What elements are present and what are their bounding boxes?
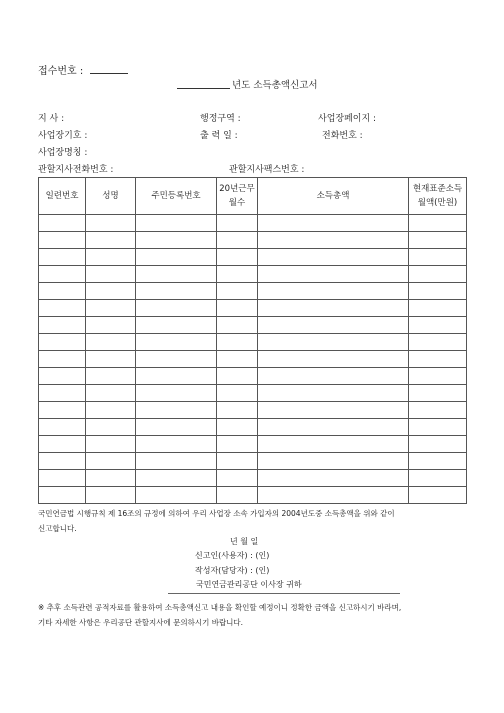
table-header-row	[39, 178, 467, 215]
table-row	[39, 300, 467, 317]
table-cell[interactable]	[136, 385, 217, 402]
table-row	[39, 266, 467, 283]
table-cell[interactable]	[39, 368, 86, 385]
declaration-line-2: 신고합니다.	[38, 524, 77, 533]
table-cell[interactable]	[136, 249, 217, 266]
header-name: 성명	[86, 178, 136, 215]
table-cell[interactable]	[217, 436, 258, 453]
table-cell[interactable]	[136, 215, 217, 232]
table-cell[interactable]	[217, 215, 258, 232]
table-cell[interactable]	[86, 436, 136, 453]
table-cell[interactable]	[409, 317, 467, 334]
table-cell[interactable]	[39, 487, 86, 504]
header-resident-number: 주민등록번호	[136, 178, 217, 215]
table-cell[interactable]	[39, 419, 86, 436]
table-cell[interactable]	[136, 419, 217, 436]
business-name-label: 사업장명칭 :	[38, 148, 88, 158]
table-cell[interactable]	[39, 232, 86, 249]
table-cell[interactable]	[39, 351, 86, 368]
table-cell[interactable]	[217, 487, 258, 504]
table-cell[interactable]	[86, 249, 136, 266]
table-row	[39, 487, 467, 504]
header-total-income: 소득총액	[258, 178, 409, 215]
table-cell[interactable]	[136, 266, 217, 283]
table-cell[interactable]	[217, 334, 258, 351]
table-cell[interactable]	[258, 249, 409, 266]
table-cell[interactable]	[409, 419, 467, 436]
table-cell[interactable]	[136, 232, 217, 249]
table-cell[interactable]	[258, 215, 409, 232]
table-cell[interactable]	[409, 215, 467, 232]
table-row	[39, 419, 467, 436]
table-cell[interactable]	[39, 402, 86, 419]
table-cell[interactable]	[409, 470, 467, 487]
admin-area-label: 행정구역 :	[200, 114, 241, 124]
table-cell[interactable]	[136, 368, 217, 385]
year-field[interactable]	[177, 88, 230, 89]
table-cell[interactable]	[409, 334, 467, 351]
receipt-number-label: 접수번호 :	[38, 66, 84, 77]
table-cell[interactable]	[39, 283, 86, 300]
table-cell[interactable]	[86, 470, 136, 487]
header-work-months-text: 20년근무 월수	[219, 184, 255, 208]
table-cell[interactable]	[409, 283, 467, 300]
table-cell[interactable]	[409, 249, 467, 266]
table-cell[interactable]	[136, 487, 217, 504]
table-cell[interactable]	[86, 453, 136, 470]
table-cell[interactable]	[258, 232, 409, 249]
table-cell[interactable]	[258, 419, 409, 436]
table-cell[interactable]	[217, 351, 258, 368]
table-cell[interactable]	[39, 436, 86, 453]
table-cell[interactable]	[86, 215, 136, 232]
table-cell[interactable]	[217, 300, 258, 317]
table-cell[interactable]	[86, 351, 136, 368]
table-row	[39, 402, 467, 419]
table-cell[interactable]	[39, 300, 86, 317]
table-cell[interactable]	[258, 283, 409, 300]
table-cell[interactable]	[39, 317, 86, 334]
table-row	[39, 215, 467, 232]
table-row	[39, 368, 467, 385]
branch-label: 지 사 :	[38, 114, 65, 124]
table-cell[interactable]	[217, 249, 258, 266]
table-cell[interactable]	[409, 300, 467, 317]
table-cell[interactable]	[217, 402, 258, 419]
table-row	[39, 385, 467, 402]
table-cell[interactable]	[217, 453, 258, 470]
reporter-line: 신고인(사용자) : (인)	[195, 551, 270, 560]
table-cell[interactable]	[86, 402, 136, 419]
table-cell[interactable]	[409, 436, 467, 453]
table-body	[39, 215, 467, 504]
table-cell[interactable]	[136, 402, 217, 419]
addressee-line: 국민연금관리공단 이사장 귀하	[196, 580, 302, 589]
branch-phone-label: 관할지사전화번호 :	[38, 165, 114, 175]
date-line: 년 월 일	[230, 537, 259, 546]
table-cell[interactable]	[86, 266, 136, 283]
table-cell[interactable]	[136, 453, 217, 470]
table-cell[interactable]	[258, 351, 409, 368]
business-code-label: 사업장기호 :	[38, 131, 88, 141]
table-cell[interactable]	[409, 402, 467, 419]
table-cell[interactable]	[86, 283, 136, 300]
table-cell[interactable]	[409, 368, 467, 385]
table-cell[interactable]	[258, 470, 409, 487]
table-cell[interactable]	[258, 402, 409, 419]
table-cell[interactable]	[217, 419, 258, 436]
table-cell[interactable]	[86, 334, 136, 351]
table-cell[interactable]	[258, 487, 409, 504]
table-cell[interactable]	[217, 232, 258, 249]
receipt-number-field[interactable]	[90, 73, 128, 74]
table-cell[interactable]	[39, 215, 86, 232]
table-row	[39, 283, 467, 300]
header-serial-number: 일련번호	[39, 178, 86, 215]
table-cell[interactable]	[258, 300, 409, 317]
table-row	[39, 436, 467, 453]
table-row	[39, 317, 467, 334]
table-cell[interactable]	[409, 487, 467, 504]
table-cell[interactable]	[258, 266, 409, 283]
table-cell[interactable]	[39, 470, 86, 487]
table-cell[interactable]	[86, 317, 136, 334]
table-row	[39, 249, 467, 266]
table-cell[interactable]	[39, 249, 86, 266]
phone-label: 전화번호 :	[322, 131, 363, 141]
table-cell[interactable]	[217, 470, 258, 487]
table-row	[39, 232, 467, 249]
table-cell[interactable]	[86, 232, 136, 249]
table-cell[interactable]	[409, 232, 467, 249]
table-cell[interactable]	[39, 453, 86, 470]
table-cell[interactable]	[39, 334, 86, 351]
table-cell[interactable]	[258, 317, 409, 334]
header-standard-income	[409, 178, 467, 215]
table-row	[39, 453, 467, 470]
table-cell[interactable]	[258, 385, 409, 402]
table-cell[interactable]	[136, 470, 217, 487]
print-date-label: 출 력 일 :	[200, 131, 238, 141]
document-title: 년도 소득총액신고서	[232, 80, 318, 91]
table-cell[interactable]	[409, 385, 467, 402]
table-cell[interactable]	[86, 368, 136, 385]
table-cell[interactable]	[217, 283, 258, 300]
table-cell[interactable]	[217, 385, 258, 402]
table-cell[interactable]	[136, 436, 217, 453]
divider	[168, 593, 400, 594]
business-homepage-label: 사업장페이지 :	[318, 114, 377, 124]
table-cell[interactable]	[409, 266, 467, 283]
table-cell[interactable]	[258, 453, 409, 470]
table-cell[interactable]	[136, 317, 217, 334]
table-cell[interactable]	[86, 419, 136, 436]
notice-line-2: 기타 자세한 사항은 우리공단 관할지사에 문의하시기 바랍니다.	[38, 618, 244, 627]
notice-line-1: ※ 추후 소득관련 공적자료를 활용하여 소득총액신고 내용을 확인할 예정이니 정확한 금액을 신고하시기 바라며,	[38, 603, 402, 612]
table-cell[interactable]	[86, 487, 136, 504]
income-table	[38, 177, 467, 504]
table-cell[interactable]	[136, 351, 217, 368]
table-row	[39, 351, 467, 368]
table-cell[interactable]	[409, 351, 467, 368]
table-cell[interactable]	[39, 266, 86, 283]
declaration-line-1: 국민연금법 시행규칙 제 16조의 규정에 의하여 우리 사업장 소속 가입자의 2004년도중 소득총액을 위와 같이	[38, 509, 395, 518]
table-cell[interactable]	[217, 317, 258, 334]
table-cell[interactable]	[258, 368, 409, 385]
writer-line: 작성자(담당자) : (인)	[195, 566, 270, 575]
table-cell[interactable]	[39, 385, 86, 402]
header-work-months	[217, 178, 258, 215]
table-cell[interactable]	[136, 334, 217, 351]
header-standard-income-text: 현재표준소득 월액(만원)	[412, 184, 463, 208]
table-cell[interactable]	[258, 436, 409, 453]
table-cell[interactable]	[136, 283, 217, 300]
branch-fax-label: 관할지사팩스번호 :	[229, 165, 305, 175]
table-row	[39, 334, 467, 351]
table-row	[39, 470, 467, 487]
table-cell[interactable]	[86, 385, 136, 402]
table-cell[interactable]	[258, 334, 409, 351]
table-cell[interactable]	[217, 368, 258, 385]
table-cell[interactable]	[86, 300, 136, 317]
table-cell[interactable]	[217, 266, 258, 283]
table-cell[interactable]	[136, 300, 217, 317]
table-cell[interactable]	[409, 453, 467, 470]
